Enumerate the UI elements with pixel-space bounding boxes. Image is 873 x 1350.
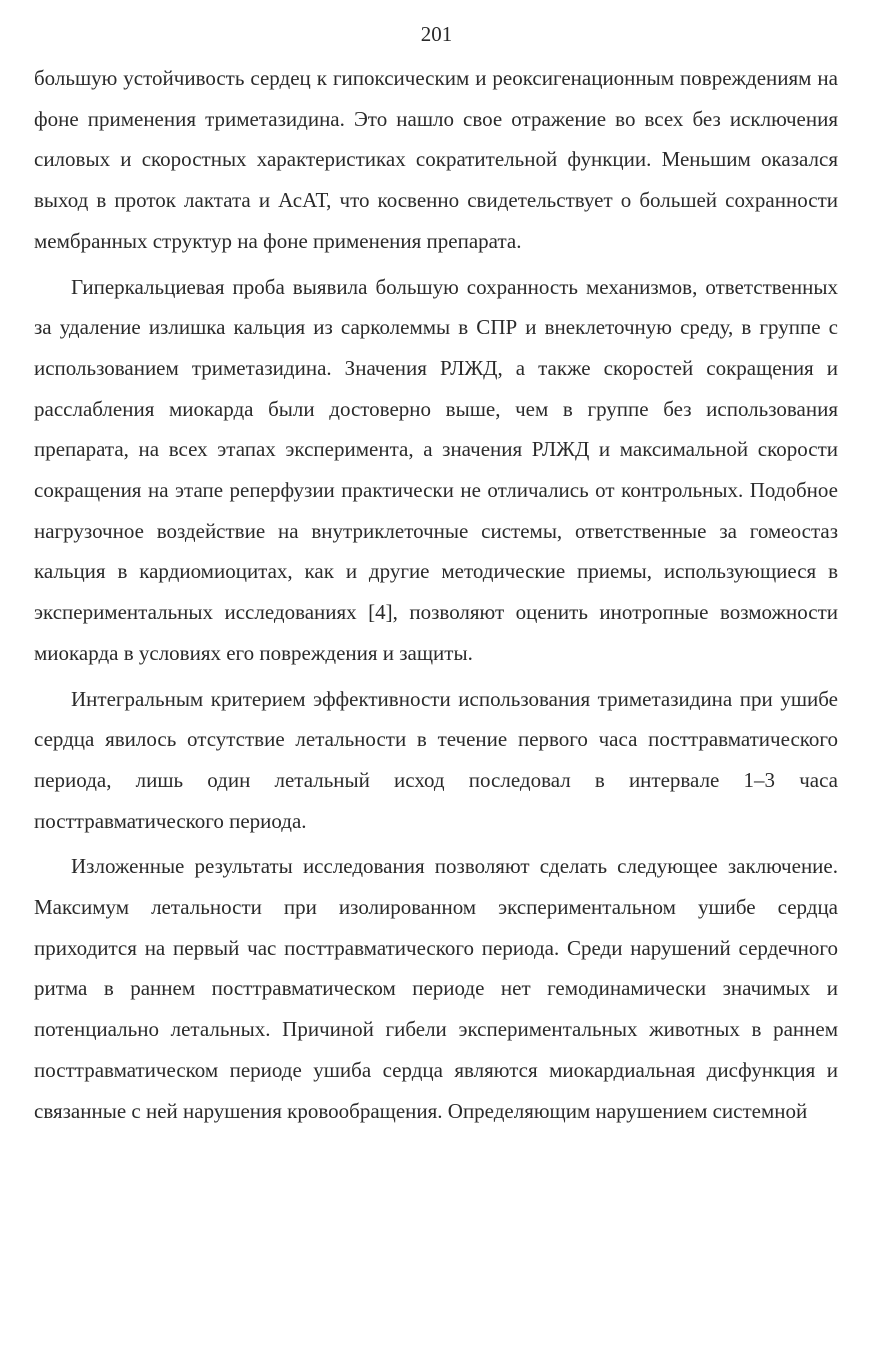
paragraph-hypercalcium-test: Гиперкальциевая проба выявила большую сохранность механизмов, ответственных за удаление излишка кальция из сарколеммы в СПР и внеклеточную среду, в группе с использованием триметазидина. Значения РЛЖД, а также скоростей сокращения и расслабления миокарда были достоверно выше, чем в группе без использования препарата, на всех этапах эксперимента, а значения РЛЖД и максимальной скорости сокращения на этапе реперфузии практически не отличались от контрольных. Подобное нагрузочное воздействие на внутриклеточные системы, ответственные за гомеостаз кальция в кардиомиоцитах, как и другие методические приемы, использующиеся в экспериментальных исследованиях [4], позволяют оценить инотропные возможности миокарда в условиях его повреждения и защиты. [34,274,838,665]
paragraph-continuation: большую устойчивость сердец к гипоксическим и реоксигенационным повреждениям на фоне применения триметазидина. Это нашло свое отражение во всех без исключения силовых и скоростных характеристиках сократительной функции. Меньшим оказался выход в проток лактата и АсАТ, что косвенно свидетельствует о большей сохранности мембранных структур на фоне применения препарата. [34,66,838,253]
page-number: 201 [420,22,453,46]
body-text [34,58,838,1131]
paragraph-integral-criterion: Интегральным критерием эффективности использования триметазидина при ушибе сердца явилось отсутствие летальности в течение первого часа посттравматического периода, лишь один летальный исход последовал в интервале 1–3 часа посттравматического периода. [34,686,838,833]
paragraph-conclusion: Изложенные результаты исследования позволяют сделать следующее заключение. Максимум летальности при изолированном экспериментальном ушибе сердца приходится на первый час посттравматического периода. Среди нарушений сердечного ритма в раннем посттравматическом периоде нет гемодинамически значимых и потенциально летальных. Причиной гибели экспериментальных животных в раннем посттравматическом периоде ушиба сердца являются миокардиальная дисфункция и связанные с ней нарушения кровообращения. Определяющим нарушением системной [34,854,838,1123]
